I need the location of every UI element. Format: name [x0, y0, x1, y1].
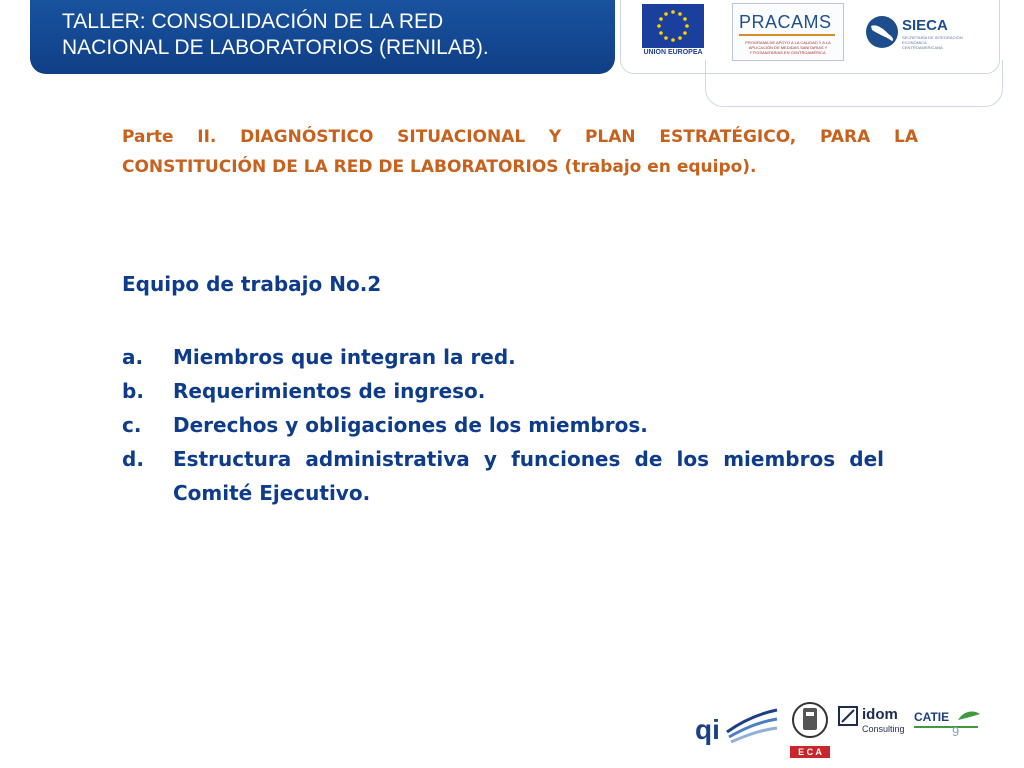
list-item [122, 408, 884, 442]
slide-title [62, 9, 612, 61]
footer-logos [0, 690, 1024, 768]
certification-seal-icon [790, 698, 830, 746]
catie-underline [914, 726, 978, 728]
list-item [122, 340, 884, 374]
central-america-map-icon [864, 14, 900, 50]
task-list [122, 340, 884, 510]
idom-name: idom [862, 706, 898, 723]
eu-flag-icon [642, 4, 704, 48]
page-number: 9 [952, 724, 960, 739]
catie-logo [912, 708, 982, 738]
list-item [122, 374, 884, 408]
pracams-subtitle: PROGRAMA DE APOYO A LA CALIDAD Y A LA APLICACIÓN DE MEDIDAS SANITARIAS Y FITOSANITARIAS EN CENTROAMÉRICA [745, 40, 831, 55]
bureau-label: E C A [790, 746, 830, 758]
slide-title-line2: NACIONAL DE LABORATORIOS (RENILAB). [62, 36, 489, 59]
pracams-logo [732, 3, 844, 61]
list-item-letter: c. [122, 413, 142, 437]
qi-label: qi [695, 714, 720, 745]
team-heading: Equipo de trabajo No.2 [122, 272, 382, 296]
idom-subtitle: Consulting [862, 724, 905, 734]
bureau-veritas-logo [790, 698, 830, 760]
sieca-subtitle: SECRETARÍA DE INTEGRACIÓN ECONÓMICA CENTROAMERICANA [902, 35, 963, 50]
list-item-letter: b. [122, 379, 144, 403]
qi-logo [693, 702, 779, 746]
eu-label: UNIÓN EUROPEA [643, 49, 703, 56]
list-item-text: Estructura administrativa y funciones de los miembros del Comité Ejecutivo. [173, 447, 884, 505]
list-item-text: Derechos y obligaciones de los miembros. [173, 413, 648, 437]
list-item-letter: a. [122, 345, 144, 369]
pracams-name: PRACAMS [739, 12, 832, 32]
list-item-letter: d. [122, 447, 144, 471]
sieca-name: SIECA [902, 17, 948, 34]
list-item [122, 442, 884, 510]
header-decoration [705, 60, 1003, 107]
pracams-divider [739, 34, 835, 36]
catie-leaf-icon [956, 708, 982, 724]
sieca-logo [864, 12, 964, 52]
catie-name: CATIE [914, 710, 950, 724]
eu-logo [642, 4, 704, 60]
slide-title-line1: TALLER: CONSOLIDACIÓN DE LA RED [62, 10, 444, 33]
idom-logo [838, 704, 912, 742]
list-item-text: Miembros que integran la red. [173, 345, 516, 369]
section-subtitle: Parte II. DIAGNÓSTICO SITUACIONAL Y PLAN ESTRATÉGICO, PARA LA CONSTITUCIÓN DE LA RED DE LABORATORIOS (trabajo en equipo). [122, 127, 918, 177]
list-item-text: Requerimientos de ingreso. [173, 379, 486, 403]
idom-mark-icon [838, 706, 858, 726]
